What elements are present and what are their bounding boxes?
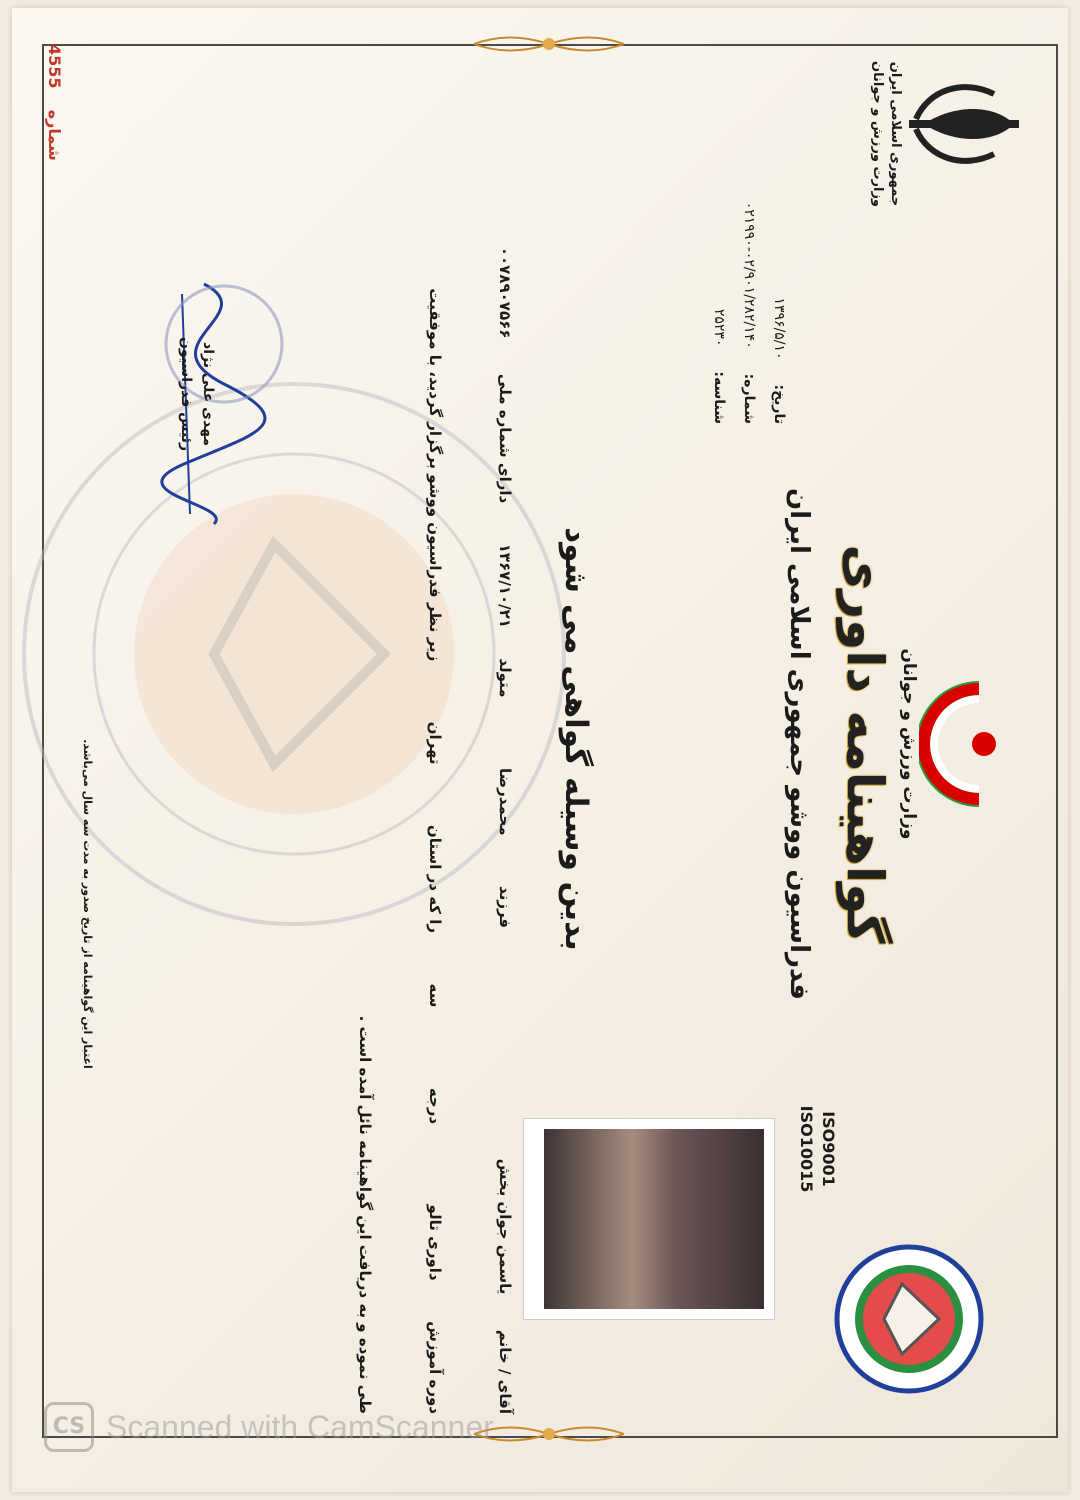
federation-title: فدراسیون ووشو جمهوری اسلامی ایران: [784, 487, 814, 1000]
number-value: ۰۲/۹۰۱/۲۸۲/۱۴۰-۰۲۱۹۹۰: [741, 201, 757, 349]
body-line-1: [496, 114, 514, 1414]
father-name: محمدرضا: [496, 767, 514, 836]
scanner-watermark: [44, 1402, 644, 1462]
date-label: تاریخ:: [771, 384, 787, 424]
header-ministry: وزارت ورزش و جوانان: [899, 648, 919, 840]
signatory-block: [175, 274, 219, 514]
validity-footnote: اعتبار این گواهینامه از تاریخ صدور به مدت سه سال می‌باشد.: [81, 739, 94, 1069]
federation-watermark-icon: [14, 374, 574, 934]
mr-mrs-label: آقای / خانم: [496, 1329, 514, 1414]
child-of-label: فرزند: [496, 886, 514, 929]
national-id-value: ۰۰۷۸۹۰۷۵۶۶: [496, 246, 514, 339]
born-label: متولد: [496, 658, 514, 698]
number-label: شماره:: [741, 373, 757, 424]
signatory-title: رئیس فدراسیون: [178, 336, 194, 452]
province-label: را که در استان: [426, 824, 444, 934]
iso-block: [795, 1089, 839, 1209]
body-line-3: [356, 114, 374, 1414]
birth-date: ۱۳۶۷/۱۰/۲۱: [496, 543, 514, 628]
iso10015-label: ISO10015: [797, 1105, 816, 1193]
id-label: شناسه:: [711, 371, 727, 424]
id-value: ۲۵۲۳۰: [711, 308, 727, 347]
grade-label: درجه: [426, 1087, 444, 1125]
ministry-line2: وزارت ورزش و جوانان: [870, 60, 885, 208]
iso9001-label: ISO9001: [819, 1111, 838, 1187]
document-title: گواهینامه داوری: [836, 544, 894, 944]
wushu-federation-logo-icon: [834, 1244, 984, 1394]
certificate-content: [42, 44, 1054, 1434]
serial-label: شماره: [45, 109, 64, 161]
federation-logo: [834, 1244, 984, 1394]
holder-name: یاسمن جوان بخش: [496, 1158, 514, 1295]
signatory-name: مهدی علی نژاد: [200, 342, 216, 446]
serial-number: [45, 44, 64, 204]
serial-value: 4555: [45, 44, 64, 89]
course-label: دوره آموزش: [426, 1321, 444, 1414]
date-value: ۱۳۹۶/۵/۱۰: [771, 297, 787, 360]
course-name: داوری تالو: [426, 1204, 444, 1281]
ministry-line1: جمهوری اسلامی ایران: [888, 61, 903, 207]
province-value: تهران: [426, 721, 444, 765]
supervision-text: زیر نظر فدراسیون ووشو برگزار گردید، با موفقیت: [426, 288, 444, 662]
ministry-name: [868, 49, 904, 219]
completion-text: طی نموده و به دریافت این گواهینامه نائل آمده است .: [356, 1015, 374, 1414]
flag-ribbon-emblem: [919, 674, 1039, 814]
grade-value: سه: [426, 983, 444, 1008]
body-line-2: [426, 114, 444, 1414]
national-id-label: دارای شماره ملی: [496, 373, 514, 504]
certify-intro: بدین وسیله گواهی می شود: [558, 527, 594, 951]
iran-emblem-icon: [904, 64, 1024, 184]
camscanner-icon: CS: [44, 1402, 94, 1452]
flag-ribbon-icon: [919, 674, 1039, 814]
meta-block: [704, 84, 794, 424]
scanner-text: Scanned with CamScanner: [106, 1408, 494, 1445]
certificate-paper: [12, 8, 1068, 1492]
